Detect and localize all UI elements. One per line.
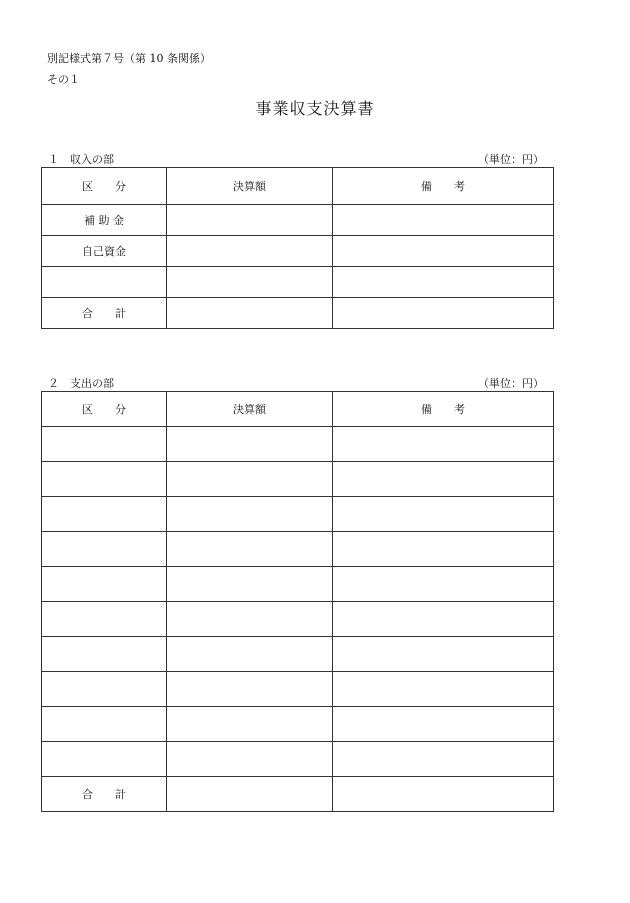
- total-label: 合 計: [42, 777, 167, 812]
- amount-cell[interactable]: [167, 462, 333, 497]
- category-cell[interactable]: [42, 532, 167, 567]
- table-row: [42, 205, 554, 236]
- total-row: [42, 298, 554, 329]
- category-cell[interactable]: [42, 267, 167, 298]
- total-label: 合 計: [42, 298, 167, 329]
- table-header-row: [42, 392, 554, 427]
- amount-cell[interactable]: [167, 602, 333, 637]
- remarks-cell[interactable]: [333, 532, 554, 567]
- remarks-cell[interactable]: [333, 267, 554, 298]
- remarks-cell[interactable]: [333, 205, 554, 236]
- header-category: 区 分: [42, 168, 167, 205]
- income-table: [41, 167, 554, 329]
- category-cell[interactable]: [42, 427, 167, 462]
- table-row: [42, 267, 554, 298]
- form-sub-number: その１: [47, 73, 80, 86]
- category-cell[interactable]: [42, 567, 167, 602]
- remarks-cell[interactable]: [333, 462, 554, 497]
- category-cell[interactable]: [42, 497, 167, 532]
- income-unit-label: （単位：円）: [478, 153, 544, 166]
- total-amount-cell[interactable]: [167, 298, 333, 329]
- expense-unit-label: （単位：円）: [478, 377, 544, 390]
- table-header-row: [42, 168, 554, 205]
- header-remarks: 備 考: [333, 392, 554, 427]
- header-remarks: 備 考: [333, 168, 554, 205]
- table-row: [42, 497, 554, 532]
- amount-cell[interactable]: [167, 707, 333, 742]
- table-row: [42, 672, 554, 707]
- amount-cell[interactable]: [167, 497, 333, 532]
- amount-cell[interactable]: [167, 742, 333, 777]
- header-amount: 決算額: [167, 168, 333, 205]
- table-row: [42, 602, 554, 637]
- amount-cell[interactable]: [167, 532, 333, 567]
- expense-section-title: ２ 支出の部: [48, 377, 114, 390]
- amount-cell[interactable]: [167, 236, 333, 267]
- table-row: [42, 707, 554, 742]
- remarks-cell[interactable]: [333, 567, 554, 602]
- category-cell[interactable]: [42, 742, 167, 777]
- remarks-cell[interactable]: [333, 427, 554, 462]
- remarks-cell[interactable]: [333, 602, 554, 637]
- expense-table: [41, 391, 554, 812]
- category-cell[interactable]: [42, 462, 167, 497]
- remarks-cell[interactable]: [333, 777, 554, 812]
- table-row: [42, 236, 554, 267]
- category-cell[interactable]: [42, 637, 167, 672]
- table-row: [42, 462, 554, 497]
- remarks-cell[interactable]: [333, 298, 554, 329]
- category-cell[interactable]: [42, 707, 167, 742]
- remarks-cell[interactable]: [333, 672, 554, 707]
- table-row: [42, 567, 554, 602]
- document-title: 事業収支決算書: [255, 99, 375, 118]
- category-cell: 補 助 金: [42, 205, 167, 236]
- total-row: [42, 777, 554, 812]
- table-row: [42, 532, 554, 567]
- amount-cell[interactable]: [167, 567, 333, 602]
- amount-cell[interactable]: [167, 672, 333, 707]
- category-cell: 自己資金: [42, 236, 167, 267]
- category-cell[interactable]: [42, 672, 167, 707]
- remarks-cell[interactable]: [333, 497, 554, 532]
- header-category: 区 分: [42, 392, 167, 427]
- form-reference: 別記様式第７号（第 10 条関係）: [47, 52, 211, 65]
- header-amount: 決算額: [167, 392, 333, 427]
- table-row: [42, 427, 554, 462]
- amount-cell[interactable]: [167, 427, 333, 462]
- remarks-cell[interactable]: [333, 742, 554, 777]
- remarks-cell[interactable]: [333, 236, 554, 267]
- category-cell[interactable]: [42, 602, 167, 637]
- table-row: [42, 742, 554, 777]
- amount-cell[interactable]: [167, 267, 333, 298]
- table-row: [42, 637, 554, 672]
- amount-cell[interactable]: [167, 637, 333, 672]
- income-section-title: １ 収入の部: [48, 153, 114, 166]
- amount-cell[interactable]: [167, 205, 333, 236]
- remarks-cell[interactable]: [333, 637, 554, 672]
- remarks-cell[interactable]: [333, 707, 554, 742]
- total-amount-cell[interactable]: [167, 777, 333, 812]
